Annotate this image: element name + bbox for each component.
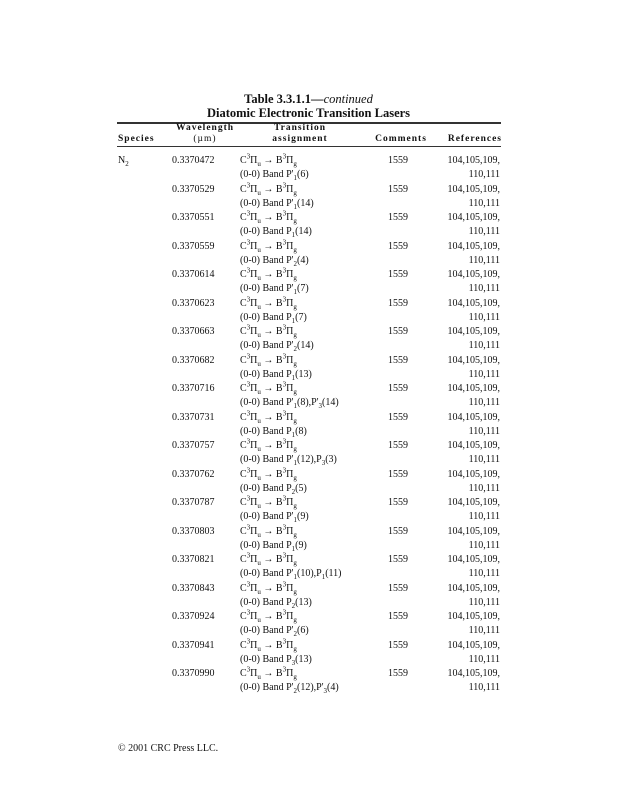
transition-cell xyxy=(240,639,312,667)
transition-cell xyxy=(240,553,342,581)
table-subtitle: Diatomic Electronic Transition Lasers xyxy=(206,106,411,120)
transition-states: $C^3\Pi_u \to B^3\Pi_g$ xyxy=(240,523,297,539)
comments-cell: 1559 xyxy=(388,297,408,309)
header-wavelength: Wavelength (µm) xyxy=(175,123,235,144)
references-cell: 104,105,109, 110,111 xyxy=(447,611,500,636)
transition-states: $C^3\Pi_u \to B^3\Pi_g$ xyxy=(240,665,297,681)
wavelength-cell: 0.3370731 xyxy=(172,411,215,423)
wavelength-cell: 0.3370990 xyxy=(172,668,215,679)
transition-states: $C^3\Pi_u \to B^3\Pi_g$ xyxy=(240,551,297,567)
band-label: (0-0) Band $P_1(7)$ xyxy=(240,311,307,325)
band-label: (0-0) Band $P'_1(6)$ xyxy=(240,169,309,182)
transition-states: $C^3\Pi_u \to B^3\Pi_g$ xyxy=(240,209,297,225)
references-cell: 104,105,109, 110,111 xyxy=(447,411,500,437)
transition-cell xyxy=(240,610,309,638)
wavelength-cell: 0.3370787 xyxy=(172,497,215,508)
transition-cell xyxy=(240,667,339,695)
comments-cell: 1559 xyxy=(388,497,408,508)
transition-cell xyxy=(240,325,314,353)
header-references: References xyxy=(447,134,502,144)
comments-cell: 1559 xyxy=(388,183,408,195)
references-cell: 104,105,109, 110,111 xyxy=(447,554,500,579)
band-label: (0-0) Band $P'_1(7)$ xyxy=(240,283,309,296)
wavelength-cell: 0.3370559 xyxy=(172,240,215,252)
comments-cell: 1559 xyxy=(388,411,408,423)
wavelength-cell: 0.3370821 xyxy=(172,554,215,565)
transition-cell xyxy=(240,582,312,610)
band-label: (0-0) Band $P'_1(10),P_1(11)$ xyxy=(240,568,342,581)
band-label: (0-0) Band $P_1(13)$ xyxy=(240,368,312,382)
transition-states: $C^3\Pi_u \to B^3\Pi_g$ xyxy=(240,352,297,368)
transition-states: $C^3\Pi_u \to B^3\Pi_g$ xyxy=(240,238,297,254)
header-transition: Transition assignment xyxy=(272,123,328,144)
wavelength-cell: 0.3370472 xyxy=(172,155,215,166)
transition-cell xyxy=(240,183,314,211)
wavelength-cell: 0.3370551 xyxy=(172,212,215,223)
references-cell: 104,105,109, 110,111 xyxy=(447,440,500,465)
wavelength-cell: 0.3370843 xyxy=(172,582,215,594)
comments-cell: 1559 xyxy=(388,212,408,223)
band-label: (0-0) Band $P_1(8)$ xyxy=(240,425,307,439)
comments-cell: 1559 xyxy=(388,582,408,594)
comments-cell: 1559 xyxy=(388,639,408,651)
references-cell: 104,105,109, 110,111 xyxy=(447,354,500,380)
transition-cell xyxy=(240,525,307,553)
references-cell: 104,105,109, 110,111 xyxy=(447,212,500,237)
transition-cell xyxy=(240,382,339,410)
comments-cell: 1559 xyxy=(388,525,408,537)
band-label: (0-0) Band $P_2(13)$ xyxy=(240,596,312,610)
header-comments: Comments xyxy=(375,134,427,144)
transition-cell xyxy=(240,211,312,239)
transition-states: $C^3\Pi_u \to B^3\Pi_g$ xyxy=(240,437,297,453)
wavelength-cell: 0.3370924 xyxy=(172,611,215,622)
references-cell: 104,105,109, 110,111 xyxy=(447,269,500,294)
transition-states: $C^3\Pi_u \to B^3\Pi_g$ xyxy=(240,466,297,482)
references-cell: 104,105,109, 110,111 xyxy=(447,240,500,266)
band-label: (0-0) Band $P'_2(4)$ xyxy=(240,254,309,268)
transition-cell xyxy=(240,154,309,182)
wavelength-cell: 0.3370529 xyxy=(172,183,215,195)
transition-states: $C^3\Pi_u \to B^3\Pi_g$ xyxy=(240,295,297,311)
wavelength-cell: 0.3370757 xyxy=(172,440,215,451)
band-label: (0-0) Band $P'_2(12),P'_3(4)$ xyxy=(240,682,339,695)
transition-states: $C^3\Pi_u \to B^3\Pi_g$ xyxy=(240,409,297,425)
band-label: (0-0) Band $P'_1(14)$ xyxy=(240,197,314,211)
references-cell: 104,105,109, 110,111 xyxy=(447,297,500,323)
wavelength-cell: 0.3370941 xyxy=(172,639,215,651)
comments-cell: 1559 xyxy=(388,383,408,394)
transition-states: $C^3\Pi_u \to B^3\Pi_g$ xyxy=(240,181,297,197)
references-cell: 104,105,109, 110,111 xyxy=(447,326,500,351)
copyright-footer: © 2001 CRC Press LLC. xyxy=(118,743,219,754)
wavelength-cell: 0.3370803 xyxy=(172,525,215,537)
references-cell: 104,105,109, 110,111 xyxy=(447,468,500,494)
transition-cell xyxy=(240,468,307,496)
species-cell: $N_2$ xyxy=(118,155,129,168)
transition-cell xyxy=(240,496,309,524)
wavelength-cell: 0.3370623 xyxy=(172,297,215,309)
comments-cell: 1559 xyxy=(388,155,408,166)
transition-states: $C^3\Pi_u \to B^3\Pi_g$ xyxy=(240,637,297,653)
band-label: (0-0) Band $P_1(9)$ xyxy=(240,539,307,553)
comments-cell: 1559 xyxy=(388,440,408,451)
transition-states: $C^3\Pi_u \to B^3\Pi_g$ xyxy=(240,152,297,168)
transition-cell xyxy=(240,297,307,325)
transition-cell xyxy=(240,439,337,467)
transition-states: $C^3\Pi_u \to B^3\Pi_g$ xyxy=(240,580,297,596)
references-cell: 104,105,109, 110,111 xyxy=(447,525,500,551)
references-cell: 104,105,109, 110,111 xyxy=(447,497,500,522)
references-cell: 104,105,109, 110,111 xyxy=(447,383,500,408)
band-label: (0-0) Band $P'_1(8),P'_3(14)$ xyxy=(240,397,339,410)
comments-cell: 1559 xyxy=(388,611,408,622)
comments-cell: 1559 xyxy=(388,269,408,280)
transition-cell xyxy=(240,354,312,382)
transition-states: $C^3\Pi_u \to B^3\Pi_g$ xyxy=(240,380,297,396)
transition-cell xyxy=(240,268,309,296)
transition-cell xyxy=(240,411,307,439)
transition-states: $C^3\Pi_u \to B^3\Pi_g$ xyxy=(240,494,297,510)
band-label: (0-0) Band $P'_2(6)$ xyxy=(240,625,309,638)
comments-cell: 1559 xyxy=(388,468,408,480)
references-cell: 104,105,109, 110,111 xyxy=(447,639,500,665)
references-cell: 104,105,109, 110,111 xyxy=(447,183,500,209)
transition-cell xyxy=(240,240,309,268)
header-rule xyxy=(117,146,501,147)
transition-states: $C^3\Pi_u \to B^3\Pi_g$ xyxy=(240,266,297,282)
comments-cell: 1559 xyxy=(388,554,408,565)
header-species: Species xyxy=(118,134,155,144)
band-label: (0-0) Band $P_3(13)$ xyxy=(240,653,312,667)
wavelength-cell: 0.3370614 xyxy=(172,269,215,280)
table-title: Table 3.3.1.1—continued xyxy=(244,92,373,106)
comments-cell: 1559 xyxy=(388,240,408,252)
references-cell: 104,105,109, 110,111 xyxy=(447,155,500,180)
references-cell: 104,105,109, 110,111 xyxy=(447,582,500,608)
comments-cell: 1559 xyxy=(388,354,408,366)
comments-cell: 1559 xyxy=(388,326,408,337)
wavelength-cell: 0.3370663 xyxy=(172,326,215,337)
wavelength-cell: 0.3370682 xyxy=(172,354,215,366)
comments-cell: 1559 xyxy=(388,668,408,679)
band-label: (0-0) Band $P'_1(9)$ xyxy=(240,511,309,524)
band-label: (0-0) Band $P'_1(12),P_3(3)$ xyxy=(240,454,337,467)
transition-states: $C^3\Pi_u \to B^3\Pi_g$ xyxy=(240,323,297,339)
references-cell: 104,105,109, 110,111 xyxy=(447,668,500,693)
transition-states: $C^3\Pi_u \to B^3\Pi_g$ xyxy=(240,608,297,624)
band-label: (0-0) Band $P_2(5)$ xyxy=(240,482,307,496)
wavelength-cell: 0.3370762 xyxy=(172,468,215,480)
wavelength-cell: 0.3370716 xyxy=(172,383,215,394)
band-label: (0-0) Band $P_1(14)$ xyxy=(240,226,312,239)
band-label: (0-0) Band $P'_2(14)$ xyxy=(240,340,314,353)
